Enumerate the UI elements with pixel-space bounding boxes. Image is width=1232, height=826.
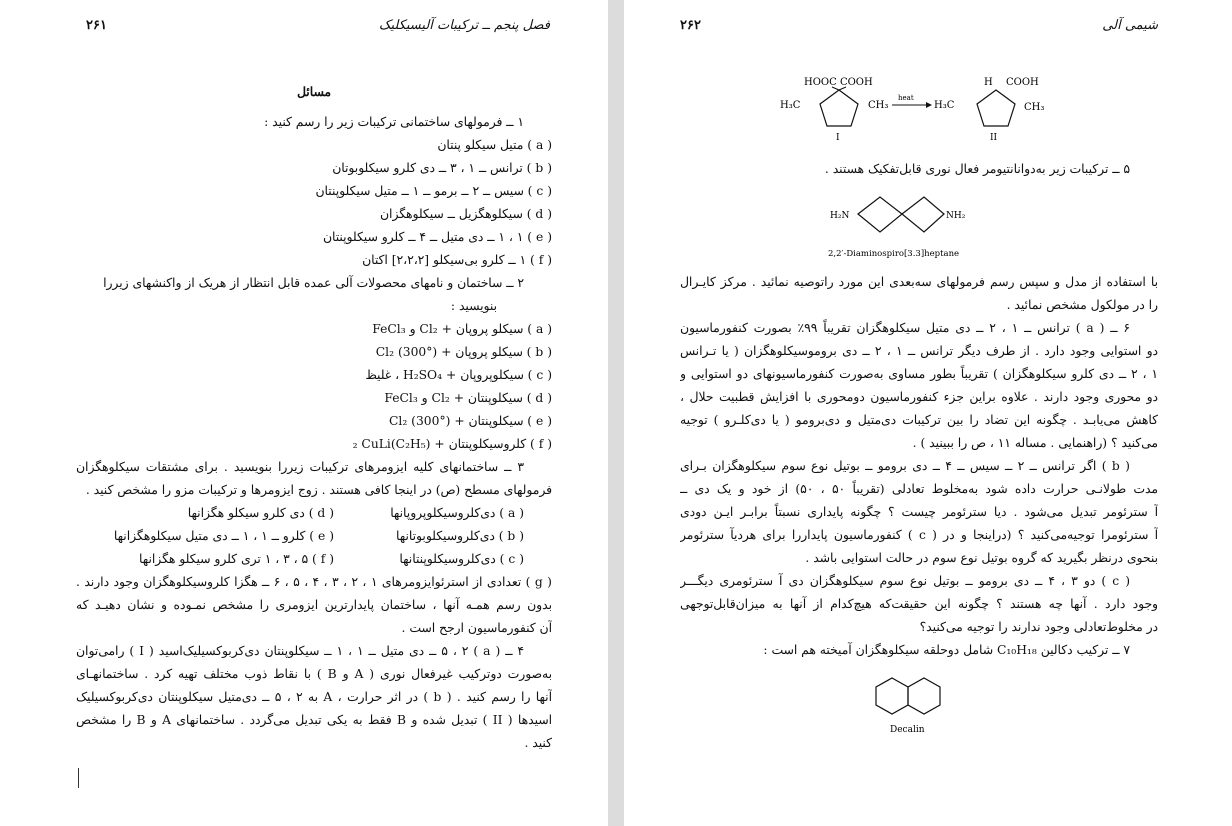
problem-6c-line: در مخلوط‌تعادلی وجود ندارند را توجیه می‌کنید؟ [919, 620, 1158, 634]
problem-1-item: ( f ) ۱ ــ کلرو بی‌سیکلو [۲،۲،۲] اکتان [362, 253, 552, 267]
problem-2-intro: ۲ ــ ساختمان و نامهای محصولات آلی عمده قابل انتظار از هریک از واکنشهای زیررا [103, 276, 524, 290]
problem-3-item: ( e ) کلرو ــ ۱ ، ۱ ــ دی متیل سیکلوهگزانها [113, 529, 334, 543]
problem-2-item: ( c ) سیکلوپروپان + H₂SO₄ ، غلیظ [365, 368, 552, 382]
problem-3-item: ( c ) دی‌کلروسیکلوپنتانها [399, 552, 524, 566]
problem-1-item: ( e ) ۱ ، ۱ ــ دی متیل ــ ۴ ــ کلرو سیکلوپنتان [322, 230, 552, 244]
problem-3g-line: ( g ) تعدادی از استرئوایزومرهای ۱ ، ۲ ، ۳ ، ۴ ، ۵ ، ۶ ــ هگزا کلروسیکلوهگزان وجود دارند . [76, 575, 552, 589]
reactant-left-methyl: H₃C [780, 100, 801, 111]
right-page [624, 0, 1232, 826]
spiro-ring-right [902, 197, 944, 232]
reactant-right-methyl: CH₃ [868, 100, 889, 111]
left-page-header [86, 18, 550, 38]
problem-1-item: ( c ) سیس ــ ۲ ــ برمو ــ ۱ ــ متیل سیکلوپنتان [315, 184, 552, 198]
arrow-label: heat [898, 94, 914, 102]
arrow-head [926, 102, 932, 108]
problem-2-item: ( d ) سیکلوپنتان + Cl₂ و FeCl₃ [384, 391, 552, 405]
product-pentagon [977, 90, 1015, 126]
problem-6b-line: آ سترئومر تبدیل می‌شود . دیا سترئومر چیست ؟ چگونه پایداری نسبتاً برابـر ایـن دودی [680, 505, 1158, 519]
problem-2-item: ( b ) سیکلو پروپان + Cl₂ (300°) [375, 345, 552, 359]
problem-3-item: ( b ) دی‌کلروسیکلوبوتانها [396, 529, 524, 543]
problem-1-item: ( b ) ترانس ــ ۱ ، ۳ ــ دی کلرو سیکلوبوتان [332, 161, 552, 175]
problem-6a-line: دو استوایی وجود دارد . از طرف دیگر ترانس ــ ۱ ، ۲ ــ دی بروموسیکلوهگزان ( یا تـرانس [680, 344, 1158, 358]
problem-6a-line: دو محوری وجود دارند . علاوه براین جزء کنفورماسیون دومحوری با افزایش قطبیت حلال ، [680, 390, 1158, 404]
problem-6b-line: ( b ) اگر ترانس ــ ۲ ــ سیس ــ ۴ ــ دی برومو ــ بوتیل نوع سوم سیکلوهگزان بـرای [680, 459, 1130, 473]
problem-2-item: ( e ) سیکلوپنتان + Cl₂ (300°) [389, 414, 552, 428]
right-page-header [680, 18, 1158, 38]
decalin-svg [870, 674, 950, 738]
left-page [0, 0, 608, 826]
problem-5-line [680, 158, 1158, 181]
problem-4-line: ۴ ــ ( a ) ۵ ، ۲ ــ دی متیل ــ ۱ ، ۱ ــ سیکلوپنتان دی‌کربوکسیلیک‌اسید ( I ) رامی‌توان [76, 644, 525, 658]
problem-6a-line: ۶ ــ ( a ) ترانس ــ ۱ ، ۲ ــ دی متیل سیکلوهگزان تقریباً ۹۹٪ بصورت کنفورماسیون [680, 321, 1130, 335]
problem-3-item: ( f ) ۱ ، ۳ ، ۵ تری کلرو سیکلو هگزانها [139, 552, 334, 566]
margin-mark [78, 768, 79, 788]
decalin-ring-left [876, 678, 908, 714]
problem-5-text: ۵ ــ ترکیبات زیر به‌دوانانتیومر فعال نوری قابل‌تفکیک هستند . [824, 162, 1130, 176]
problem-6b-line: بنحوی درنظر بگیرید که گروه بوتیل نوع سوم در حالت استوایی باشد . [805, 551, 1158, 565]
spiro-left-group: H₂N [830, 211, 850, 221]
spiro-caption: 2,2′-Diaminospiro[3.3]heptane [828, 249, 960, 259]
problem-2-item: ( a ) سیکلو پروپان + Cl₂ و FeCl₃ [372, 322, 552, 336]
reaction-svg [774, 72, 1064, 142]
decalin-figure [870, 674, 950, 738]
product-right-methyl: CH₃ [1024, 102, 1045, 113]
problem-4-line: کنید . [524, 736, 552, 750]
problem-6a-line: کاهش می‌یابـد . چگونه این تضاد را بین ترکیبات دی‌متیل و دی‌برومو ( یا دی‌کلـرو ) توجیه [680, 413, 1158, 427]
problem-1-intro: ۱ ــ فرمولهای ساختمانی ترکیبات زیر را رسم کنید : [264, 115, 524, 129]
book-gutter [608, 0, 624, 826]
problem-6c-line: ( c ) دو ۳ ، ۴ ــ دی برومو ــ بوتیل نوع سوم سیکلوهگزان دی آ سترئومری دیگـــر [680, 574, 1130, 588]
right-page-body [680, 271, 1158, 662]
reactant-carboxyl-label: HOOC COOH [804, 77, 873, 88]
product-h-label: H [984, 77, 993, 88]
problem-6b-line: آ سترئومرا توجیه‌می‌کنید ؟ (دراینجا و در ( c ) کنفورماسیون پایداررا برای هردیآ سترئومر [680, 528, 1158, 542]
spiro-right-group: NH₂ [946, 211, 966, 221]
problem-2-intro-cont: بنویسید : [450, 299, 497, 313]
reactant-label: I [836, 133, 840, 143]
problem-1-item: ( d ) سیکلوهگزیل ــ سیکلوهگزان [380, 207, 552, 221]
left-header-title: فصل پنجم ــ ترکیبات آلیسیکلیک [378, 18, 550, 33]
left-page-body [76, 80, 552, 755]
right-page-number: ۲۶۲ [680, 18, 701, 33]
problem-3-line: فرمولهای مسطح (ص) در اینجا کافی هستند . زوج ایزومرها و ترکیبات مزو را مشخص کنید . [85, 483, 552, 497]
problem-3-items [76, 502, 552, 571]
decalin-ring-right [908, 678, 940, 714]
product-left-methyl: H₃C [934, 100, 955, 111]
problem-4-line: اسیدها ( II ) تبدیل شده و B فقط به یکی تبدیل می‌گردد . ساختمانهای A و B را مشخص [76, 713, 552, 727]
problem-3g-line: بدون رسم همـه آنها ، ساختمان پایدارترین ایزومری را مشخص نمـوده و نشان دهیـد که [76, 598, 552, 612]
problem-2-item: ( f ) کلروسیکلوپنتان + (C₂H₅)₂ CuLi [352, 437, 552, 451]
problem-6b-line: مدت طولانـی حرارت داده شود به‌مخلوط تعادلی (تقریباً ۵۰ ، ۵۰) از خود و یک دی ــ [680, 482, 1158, 496]
left-page-number: ۲۶۱ [86, 18, 107, 33]
spiro-ring-left [858, 197, 902, 232]
problem-6c-line: وجود دارد . آنها چه هستند ؟ چگونه این حقیقت‌که هیچ‌کدام از آنها به میزان‌قابل‌توجهی [680, 597, 1158, 611]
problem-5-cont: با استفاده از مدل و سپس رسم فرمولهای سه‌بعدی این مورد راتوصیه نمائید . مرکز کایـرال [680, 275, 1158, 289]
problem-4-line: آنها را رسم کنید . ( b ) در اثر حرارت ، A به ۲ ، ۵ ــ دی‌متیل سیکلوپنتان دی‌کربوکسیلیک [76, 690, 552, 704]
product-carboxyl-label: COOH [1006, 77, 1039, 88]
problem-6a-line: می‌کنید ؟ (راهنمایی . مساله ۱۱ ، ص را ببینید ) . [912, 436, 1158, 450]
problem-3-item: ( d ) دی کلرو سیکلو هگزانها [187, 506, 334, 520]
spiro-svg [828, 192, 988, 262]
reactant-pentagon [820, 90, 858, 126]
problem-4-line: به‌صورت دوترکیب غیرفعال نوری ( A و B ) با نقاط ذوب مختلف تهیه کرد . ساختمانهـای [76, 667, 552, 681]
problem-3-item: ( a ) دی‌کلروسیکلوپروپانها [390, 506, 524, 520]
problem-7-line: ۷ ــ ترکیب دکالین C₁₀H₁₈ شامل دوحلقه سیکلوهگزان آمیخته هم است : [763, 643, 1130, 657]
problem-3-line: ۳ ــ ساختمانهای کلیه ایزومرهای ترکیبات زیررا بنویسید . برای مشتقات سیکلوهگزان [76, 460, 524, 474]
spiro-figure [828, 192, 988, 262]
problem-5-cont: را در مولکول مشخص نمائید . [1006, 298, 1158, 312]
problem-6a-line: ۱ ، ۲ ــ دی کلرو سیکلوهگزان ) تقریباً بطور مساوی به‌صورت کنفورماسیونهای دو استوایی و [680, 367, 1158, 381]
reaction-figure [774, 72, 1064, 142]
right-header-title: شیمی آلی [1102, 18, 1158, 33]
section-title: مسائل [296, 84, 332, 99]
product-label: II [990, 133, 998, 143]
problem-3g-line: آن کنفورماسیون ارجح است . [401, 621, 552, 635]
decalin-caption: Decalin [890, 725, 925, 735]
problem-1-item: ( a ) متیل سیکلو پنتان [437, 138, 552, 152]
